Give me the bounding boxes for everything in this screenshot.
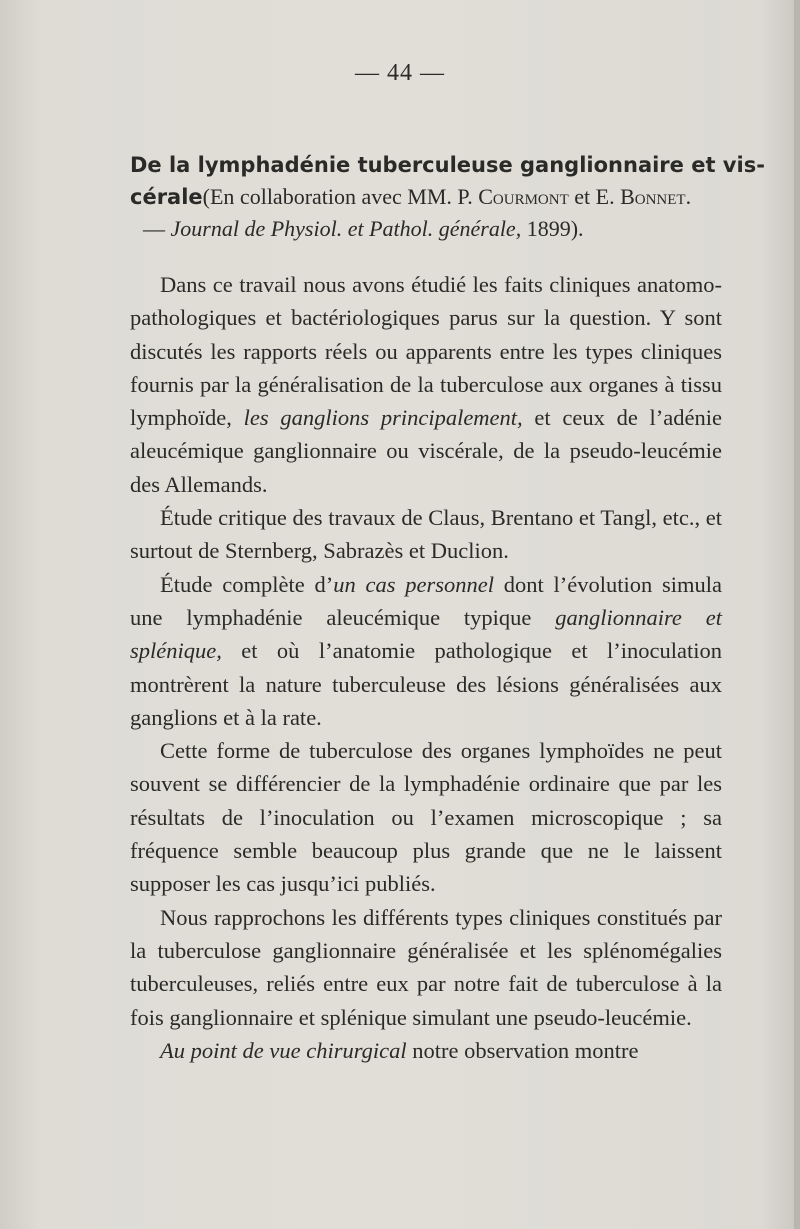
p3-text-c: et où l’anatomie pathologique et l’inoculation montrèrent la nature tuberculeuse des lésions généralisées aux ganglions et à la rate. (130, 638, 722, 730)
p6-italic: Au point de vue chirurgical (160, 1037, 407, 1063)
p3-italic-1: un cas personnel (333, 571, 494, 597)
author-courmont: Courmont (478, 184, 569, 209)
p3-text-b: dont l’évolution simula une lymphadénie aleucémique typique (130, 571, 722, 630)
p1-italic: les ganglions principalement, (243, 405, 523, 431)
collab-end: . (685, 184, 692, 209)
page-edge (794, 0, 800, 1229)
heading-title-line2: cérale (130, 185, 203, 209)
heading-title-line1: De la lymphadénie tuberculeuse ganglionnaire et vis- (130, 153, 765, 177)
p3-text-a: Étude complète d’ (160, 571, 334, 597)
page-number: — 44 — (355, 60, 445, 86)
article-heading (130, 150, 765, 244)
heading-line2 (130, 181, 722, 213)
paragraph-4: Cette forme de tuberculose des organes lymphoïdes ne peut souvent se différencier de la lymphadénie ordinaire que par les résultats de l’inoculation ou l’examen microscopique ; sa fréquence semble beaucoup plus grande que ne le laissent supposer les cas jusqu’ici publiés. (130, 738, 722, 897)
p6-text: notre observation montre (406, 1037, 639, 1063)
paragraph-2: Étude critique des travaux de Claus, Brentano et Tangl, etc., et surtout de Sternberg, Sabrazès et Duclion. (130, 505, 722, 564)
paragraph-1 (130, 268, 722, 501)
heading-line3 (130, 213, 722, 244)
collab-prefix: (En collaboration avec MM. P. (202, 184, 479, 209)
journal-year: 1899). (521, 216, 584, 241)
paragraph-5: Nous rapprochons les différents types cliniques constitués par la tuberculose ganglionnaire généralisée et les splénomégalies tuberculeuses, reliés entre eux par notre fait de tuberculose à la fois ganglionnaire et splénique simulant une pseudo-leucémie. (130, 904, 722, 1030)
journal-name: Journal de Physiol. et Pathol. générale, (170, 216, 522, 241)
journal-dash: — (143, 216, 171, 241)
p1-text-b: et ceux de l’adénie aleucémique ganglionnaire ou viscérale, de la pseudo-leucémie des Allemands. (130, 405, 722, 497)
author-bonnet: Bonnet (620, 184, 686, 209)
article-body (130, 268, 722, 1067)
paragraph-6 (130, 1034, 722, 1067)
p1-text-a: Dans ce travail nous avons étudié les faits cliniques anatomo-pathologiques et bactériologiques parus sur la question. Y sont discutés les rapports réels ou apparents entre les types cliniques fournis par la généralisation de la tuberculose aux organes à tissu lymphoïde, (130, 272, 722, 431)
collab-mid: et E. (568, 184, 621, 209)
p3-italic-2: ganglionnaire et splénique, (130, 604, 722, 664)
paragraph-3 (130, 568, 722, 734)
